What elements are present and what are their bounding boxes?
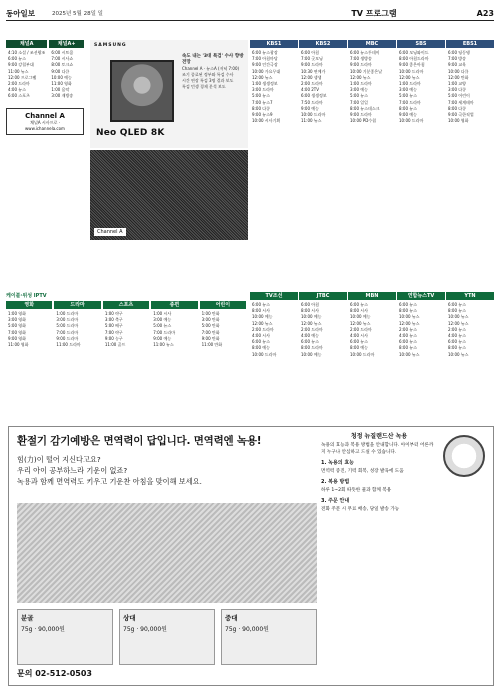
schedule-item: 1:00 생생정보 — [252, 81, 278, 87]
schedule-item: 8:00 뉴스 — [448, 308, 466, 314]
schedule-list — [250, 300, 298, 360]
cable-listing — [6, 292, 246, 420]
price-card — [221, 609, 317, 665]
schedule-item: 8:00 다큐 — [252, 105, 270, 111]
price-line: 75g · 90,000원 — [123, 626, 167, 633]
section-title: 1. 녹용의 효능 — [321, 460, 355, 466]
broadcast-grid-top — [250, 40, 494, 290]
grid-col — [397, 292, 445, 420]
cable-col — [200, 301, 246, 350]
channel-header: 채널A+ — [49, 40, 84, 48]
schedule-item: 10:00 뉴스 — [399, 351, 420, 357]
schedule-item: 5:00 드라마 — [56, 323, 79, 329]
schedule-item: 9:00 드라마 — [350, 62, 372, 68]
ad-right — [321, 433, 487, 679]
newspaper-logo: 동아일보 — [6, 8, 35, 18]
schedule-item: 6:00 생생정보 — [301, 93, 327, 99]
schedule-item: 8:00 드라마 — [301, 345, 323, 351]
schedule-item: 8:00 다큐 — [448, 105, 466, 111]
schedule-item: 9:00 드라마 — [350, 112, 372, 118]
schedule-item: 8:00 뉴스 — [399, 308, 417, 314]
schedule-item: 7:00 굿모닝 — [301, 56, 323, 62]
schedule-item: 7:00 드라마 — [153, 329, 176, 335]
price-title: 중대 — [225, 614, 238, 622]
grid-col — [250, 292, 298, 420]
schedule-item: 8:00 시사 — [252, 308, 270, 314]
schedule-item: 10:00 드라마 — [301, 112, 326, 118]
schedule-item: 12:00 뉴스 — [252, 74, 273, 80]
schedule-item: 10:00 예능 — [252, 314, 273, 320]
feature-caption: Channel A — [94, 228, 126, 236]
schedule-list — [446, 300, 494, 360]
channel-header: 채널A — [6, 40, 47, 48]
schedule-item: 5:00 영화 — [8, 323, 26, 329]
schedule-item: 10:00 뉴스 — [448, 314, 469, 320]
schedule-item: 4:00 뉴스 — [448, 333, 466, 339]
schedule-item: 3:00 드라마 — [56, 317, 79, 323]
channel-logo-sub: 채널A 시사프로 · www.ichannela.com — [25, 119, 65, 131]
schedule-item: 10:00 예능 — [301, 314, 322, 320]
ad-left — [17, 433, 317, 679]
schedule-list — [299, 300, 347, 360]
channel-header: EBS1 — [446, 40, 494, 48]
ad-right-intro: 녹용의 효능과 복용 방법을 안내합니다. 아이부터 어른까지 누구나 안심하고 드실 수 있습니다. — [321, 443, 434, 455]
ad-line: 우리 아이 공부하느라 기운이 없죠? — [17, 466, 128, 475]
schedule-item: 10:00 드라마 — [399, 118, 424, 124]
schedule-item: 11:00 뉴스 — [8, 68, 29, 74]
schedule-item: 6:00 뉴스 — [350, 302, 368, 307]
left-col-0 — [6, 40, 47, 102]
schedule-item: 6:00 뉴스 — [252, 302, 270, 307]
schedule-item: 6:00 시트콤 — [51, 50, 74, 55]
schedule-item: 12:00 뉴스 — [301, 320, 322, 326]
schedule-item: 3:00 재방송 — [51, 93, 74, 99]
price-title: 상대 — [123, 614, 136, 622]
schedule-item: 6:00 뉴스 — [8, 56, 26, 62]
schedule-item: 10:00 드라마 — [399, 68, 424, 74]
schedule-item: 1:00 야구 — [104, 311, 123, 316]
genre-header: 어린이 — [200, 301, 246, 309]
schedule-item: 4:10 소설 / 조선왕조 — [8, 50, 46, 55]
schedule-item: 9:00 다큐 — [51, 68, 70, 74]
schedule-item: 1:00 드라마 — [56, 311, 79, 316]
schedule-item: 6:00 뉴스 — [252, 339, 270, 345]
schedule-item: 9:00 교육 — [448, 62, 466, 68]
channel-header: MBC — [348, 40, 396, 48]
schedule-item: 1:00 교양 — [448, 81, 466, 87]
schedule-item: 10:00 뉴스 — [399, 314, 420, 320]
schedule-item: 10:00 기분좋은날 — [350, 68, 383, 74]
schedule-list — [200, 309, 246, 350]
schedule-item: 12:00 뉴스 — [399, 74, 420, 80]
schedule-item: 7:50 드라마 — [301, 99, 323, 105]
schedule-item: 9:00 예능 — [301, 105, 319, 111]
ad-line: 힘(力)이 떨어 지신다고요? — [17, 455, 101, 464]
schedule-item: 5:00 어린이 — [448, 93, 470, 99]
ad-prices — [17, 609, 317, 665]
left-channel-strip — [6, 40, 84, 135]
channel-header: KBS1 — [250, 40, 298, 48]
price-title: 분골 — [21, 614, 34, 622]
grid-col — [299, 292, 347, 420]
schedule-item: 2:00 뉴스 — [448, 326, 466, 332]
schedule-item: 6:00 뉴스투데이 — [350, 50, 380, 55]
schedule-item: 3:00 영화 — [8, 317, 26, 323]
schedule-list — [446, 48, 494, 126]
tv-image — [110, 60, 174, 122]
schedule-list — [49, 48, 84, 102]
left-col-1 — [49, 40, 84, 102]
schedule-item: 5:00 뉴스 — [350, 93, 368, 99]
cable-col — [151, 301, 197, 350]
schedule-item: 8:00 시사 — [301, 308, 319, 314]
promo-headline: 속도 내는 '3대 특검' 수사 향방 전망 — [182, 54, 244, 65]
promo-line: 특검 민생 경제 분석 보도 — [182, 84, 226, 89]
section-title: 2. 복용 방법 — [321, 479, 350, 485]
schedule-item: 3:00 예능 — [399, 87, 417, 93]
page-number: A23 — [476, 8, 494, 18]
schedule-item: 9:00 인간극장 — [252, 62, 278, 68]
schedule-item: 8:00 예능 — [350, 345, 368, 351]
section-desc: 전화 주문 시 무료 배송, 당일 발송 가능 — [321, 507, 400, 512]
schedule-list — [299, 48, 347, 126]
seal-icon — [443, 435, 485, 477]
schedule-list — [250, 48, 298, 126]
issue-date: 2025년 5월 28일 일 — [52, 11, 103, 17]
genre-header: 영화 — [6, 301, 52, 309]
channel-header: MBN — [348, 292, 396, 300]
schedule-item: 9:00 뉴스9 — [252, 112, 273, 118]
cable-col — [54, 301, 100, 350]
schedule-list — [103, 309, 149, 350]
schedule-item: 11:00 뉴스 — [153, 342, 174, 348]
broadcast-grid-bottom — [250, 292, 494, 420]
schedule-item: 2:00 드라마 — [350, 326, 372, 332]
schedule-item: 7:00 생방송 — [350, 56, 372, 62]
schedule-item: 7:00 만화 — [201, 329, 220, 335]
schedule-item: 8:00 뉴스 — [448, 345, 466, 351]
schedule-item: 1:00 만화 — [201, 311, 220, 316]
schedule-item: 6:00 딩동댕 — [448, 50, 470, 55]
schedule-item: 4:00 뉴스 — [399, 333, 417, 339]
schedule-item: 4:00 2TV — [301, 87, 319, 93]
schedule-list — [151, 309, 197, 350]
schedule-item: 7:00 영화 — [8, 329, 26, 335]
schedule-item: 11:00 만화 — [201, 342, 223, 348]
price-card — [119, 609, 215, 665]
ad-phone: 문의 02-512-0503 — [17, 669, 92, 678]
schedule-item: 4:00 시사 — [350, 333, 368, 339]
schedule-item: 11:00 영화 — [51, 81, 72, 87]
channel-header: SBS — [397, 40, 445, 48]
feature-photo — [90, 150, 248, 240]
schedule-item: 10:00 영화 — [448, 118, 469, 124]
schedule-item: 5:00 배구 — [104, 323, 123, 329]
schedule-item: 12:00 뉴스 — [350, 74, 371, 80]
schedule-item: 8:00 아침드라마 — [399, 56, 429, 62]
ad-title: 환절기 감기예방은 면역력이 답입니다. 면역력엔 녹용! — [17, 435, 262, 447]
schedule-item: 9:00 극한직업 — [448, 112, 474, 118]
channel-header: YTN — [446, 292, 494, 300]
channel-header: JTBC — [299, 292, 347, 300]
schedule-item: 12:00 뉴스 — [350, 320, 371, 326]
schedule-item: 7:00 세계테마 — [448, 99, 474, 105]
schedule-item: 6:00 뉴스광장 — [252, 50, 278, 55]
schedule-item: 7:00 뉴스7 — [252, 99, 273, 105]
schedule-item: 9:00 예능 — [153, 335, 172, 341]
schedule-item: 6:00 뉴스 — [301, 339, 319, 345]
schedule-item: 10:00 예능 — [350, 314, 371, 320]
schedule-item: 6:00 아침 — [301, 50, 319, 55]
promo-ad — [90, 40, 248, 148]
schedule-item: 12:00 뉴스 — [448, 320, 469, 326]
promo-line: 시간 연장 특검 3명 결과 보도 — [182, 78, 234, 83]
schedule-item: 11:00 드라마 — [56, 342, 81, 348]
schedule-item: 5:00 뉴스 — [399, 93, 417, 99]
schedule-item: 8:00 시사 — [350, 308, 368, 314]
schedule-item: 1:00 시사 — [153, 311, 172, 316]
schedule-list — [6, 309, 52, 350]
schedule-item: 1:00 음악 — [51, 87, 70, 93]
channel-logo-box — [6, 108, 84, 135]
schedule-item: 10:00 드라마 — [350, 351, 375, 357]
section-title: TV 프로그램 — [351, 8, 397, 18]
schedule-list — [54, 309, 100, 350]
ad-right-section — [321, 479, 487, 494]
schedule-item: 10:00 뉴스 — [448, 351, 469, 357]
schedule-item: 7:00 일일 — [350, 99, 368, 105]
ad-subtext — [17, 454, 317, 487]
promo-line: Channel A · 뉴스A (저녁 7:00) — [182, 66, 240, 71]
schedule-item: 10:00 드라마 — [252, 351, 277, 357]
schedule-item: 1:00 드라마 — [399, 81, 421, 87]
schedule-item: 4:00 시사 — [252, 333, 270, 339]
section-desc: 면역력 증진, 기력 회복, 성장 발육에 도움 — [321, 469, 404, 474]
schedule-item: 6:00 뉴스 — [399, 302, 417, 307]
genre-header: 종편 — [151, 301, 197, 309]
schedule-item: 6:00 뉴스 — [448, 339, 466, 345]
genre-header: 드라마 — [54, 301, 100, 309]
schedule-item: 2:00 드라마 — [8, 81, 30, 87]
schedule-item: 8:00 토크쇼 — [51, 62, 74, 68]
grid-col — [446, 292, 494, 420]
cable-title: 케이블·위성 IPTV — [6, 293, 47, 299]
schedule-item: 11:00 골프 — [104, 342, 126, 348]
schedule-item: 2:00 뉴스 — [399, 326, 417, 332]
schedule-item: 3:00 다큐 — [448, 87, 466, 93]
schedule-item: 7:00 드라마 — [56, 329, 79, 335]
schedule-item: 7:00 시사쇼 — [51, 56, 74, 62]
schedule-item: 10:00 가요무대 — [252, 68, 281, 74]
schedule-item: 10:00 다큐 — [448, 68, 469, 74]
schedule-item: 12:00 프로그램 — [8, 74, 37, 80]
schedule-item: 9:00 드라마 — [56, 335, 79, 341]
schedule-item: 3:00 예능 — [153, 317, 172, 323]
page-header — [6, 6, 494, 21]
price-card — [17, 609, 113, 665]
schedule-item: 7:00 드라마 — [399, 99, 421, 105]
schedule-item: 6:00 아침 — [301, 302, 319, 307]
price-line: 75g · 90,000원 — [21, 626, 65, 633]
schedule-item: 10:00 PD수첩 — [350, 118, 377, 124]
promo-brand: SAMSUNG — [94, 43, 127, 48]
schedule-item: 5:00 뉴스 — [153, 323, 172, 329]
schedule-item: 10:00 예능 — [51, 74, 72, 80]
schedule-item: 12:00 만화 — [448, 74, 469, 80]
schedule-item: 2:00 드라마 — [301, 326, 323, 332]
ad-right-head: 청정 뉴질랜드산 녹용 — [350, 433, 408, 440]
schedule-item: 12:00 뉴스 — [252, 320, 273, 326]
price-line: 75g · 90,000원 — [225, 626, 269, 633]
schedule-item: 8:00 뉴스데스크 — [350, 105, 380, 111]
schedule-list — [397, 300, 445, 360]
schedule-item: 12:00 생생 — [301, 74, 322, 80]
schedule-item: 10:00 예능 — [301, 351, 322, 357]
channel-logo: Channel A — [25, 111, 65, 120]
schedule-item: 5:00 뉴스 — [252, 93, 270, 99]
schedule-item: 9:00 드라마 — [301, 62, 323, 68]
ad-product-photo — [17, 503, 317, 603]
schedule-item: 3:00 만화 — [201, 317, 220, 323]
grid-col — [348, 40, 396, 290]
grid-col — [250, 40, 298, 290]
channel-header: KBS2 — [299, 40, 347, 48]
schedule-item: 1:00 영화 — [8, 311, 26, 316]
grid-col — [397, 40, 445, 290]
cable-table — [6, 301, 246, 350]
schedule-item: 10:00 시사기획 — [252, 118, 281, 124]
section-title: 3. 주문 안내 — [321, 498, 350, 504]
schedule-item: 7:00 방송 — [448, 56, 466, 62]
schedule-item: 8:00 뉴스 — [399, 345, 417, 351]
schedule-list — [348, 300, 396, 360]
ad-line: 녹용과 함께 면역력도 키우고 기운찬 아침을 맞이해 보세요. — [17, 477, 202, 486]
schedule-item: 8:00 뉴스 — [399, 105, 417, 111]
schedule-item: 1:00 드라마 — [350, 81, 372, 87]
schedule-item: 9:00 좋은아침 — [399, 62, 425, 68]
schedule-item: 6:00 모닝와이드 — [399, 50, 429, 55]
schedule-list — [6, 48, 47, 102]
schedule-list — [348, 48, 396, 126]
schedule-item: 2:00 드라마 — [252, 326, 274, 332]
schedule-item: 6:00 뉴스 — [448, 302, 466, 307]
schedule-item: 3:00 드라마 — [252, 87, 274, 93]
grid-col — [299, 40, 347, 290]
schedule-item: 2:00 드라마 — [301, 81, 323, 87]
schedule-item: 9:00 만화 — [201, 335, 220, 341]
schedule-item: 9:00 영화 — [8, 335, 26, 341]
channel-header: 연합뉴스TV — [397, 292, 445, 300]
cable-col — [6, 301, 52, 350]
promo-line: 조기 종료된 정부와 특검 수사 — [182, 72, 234, 77]
schedule-item: 6:00 뉴스 — [350, 339, 368, 345]
promo-text — [182, 54, 244, 90]
schedule-item: 7:00 아침마당 — [252, 56, 278, 62]
schedule-item: 11:00 영화 — [8, 342, 29, 348]
grid-col — [348, 292, 396, 420]
schedule-item: 11:00 뉴스 — [301, 118, 322, 124]
schedule-item: 12:00 뉴스 — [399, 320, 420, 326]
ad-right-section — [321, 498, 487, 513]
schedule-item: 9:00 농구 — [104, 335, 123, 341]
cable-col — [103, 301, 149, 350]
genre-header: 스포츠 — [103, 301, 149, 309]
schedule-item: 3:00 예능 — [350, 87, 368, 93]
schedule-item: 9:00 예능 — [399, 112, 417, 118]
schedule-list — [397, 48, 445, 126]
grid-col — [446, 40, 494, 290]
schedule-item: 9:00 강철부대 — [8, 62, 34, 68]
schedule-item: 6:00 스포츠 — [8, 93, 30, 99]
advertisement — [8, 426, 494, 686]
schedule-item: 4:00 예능 — [301, 333, 319, 339]
schedule-item: 7:00 야구 — [104, 329, 123, 335]
schedule-item: 10:30 연예가 — [301, 68, 326, 74]
schedule-item: 5:00 만화 — [201, 323, 220, 329]
schedule-item: 6:00 뉴스 — [399, 339, 417, 345]
channel-header: TV조선 — [250, 292, 298, 300]
promo-model: Neo QLED 8K — [96, 128, 165, 138]
section-desc: 하루 1~2회 따뜻한 물과 함께 복용 — [321, 488, 392, 493]
schedule-item: 3:00 축구 — [104, 317, 123, 323]
schedule-item: 4:00 뉴스 — [8, 87, 26, 93]
schedule-item: 8:00 예능 — [252, 345, 270, 351]
